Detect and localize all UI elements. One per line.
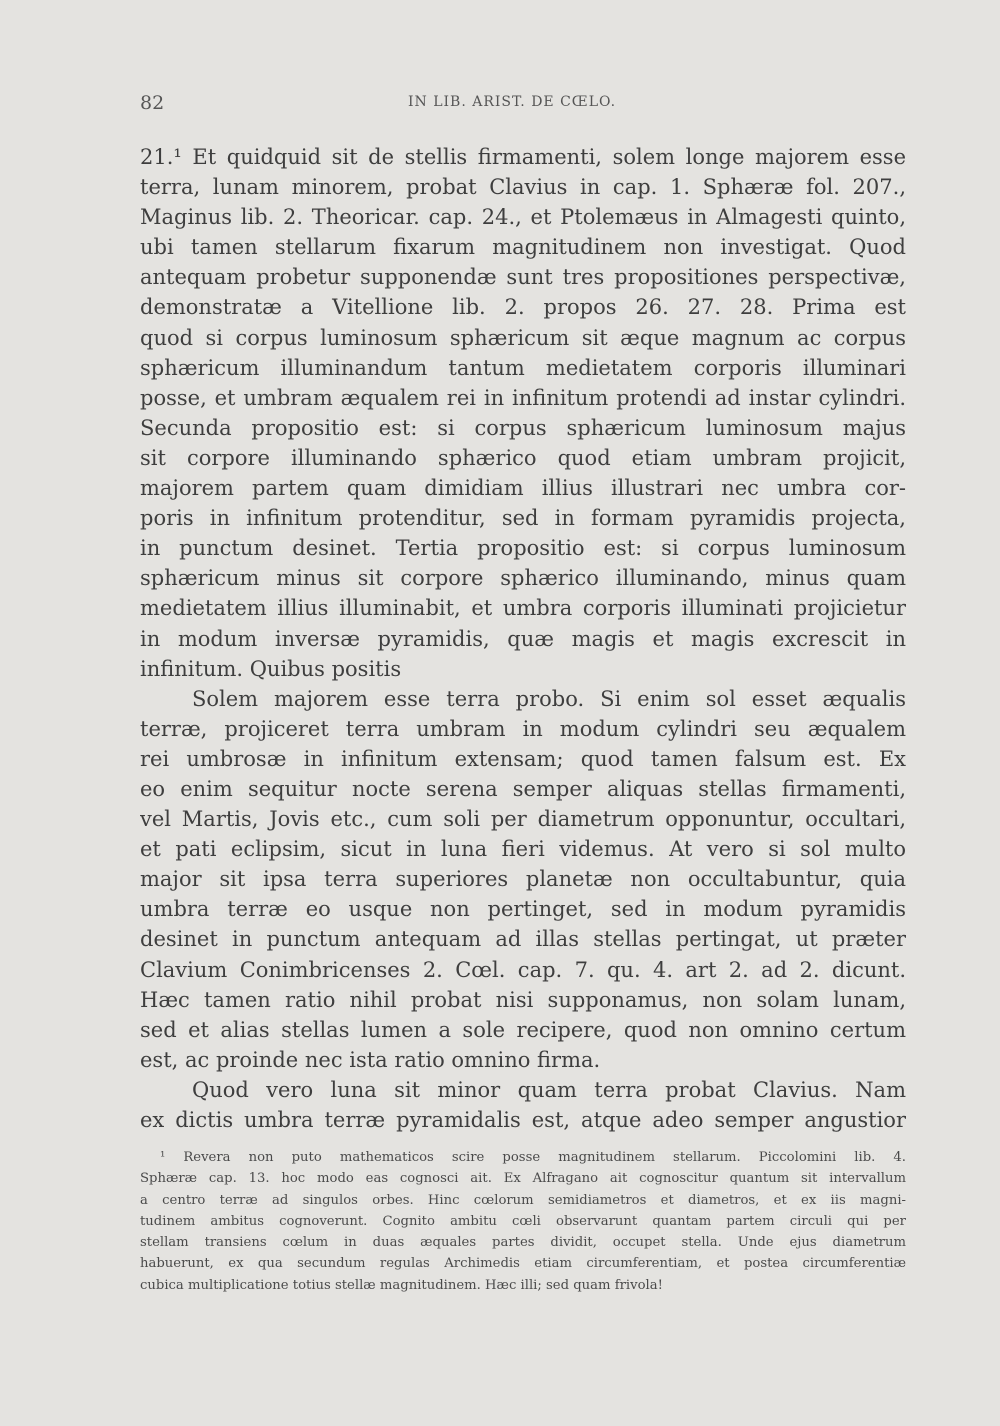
text-line: eo enim sequitur nocte serena semper aliquas stellas firmamenti,	[140, 776, 906, 801]
page-number: 82	[140, 92, 165, 114]
footnote-line: ¹ Revera non puto mathematicos scire posse magnitudinem stellarum. Piccolomini lib. 4.	[160, 1150, 906, 1165]
page-header	[140, 92, 900, 122]
text-line: et pati eclipsim, sicut in luna fieri videmus. At vero si sol multo	[140, 837, 906, 862]
text-line: medietatem illius illuminabit, et umbra corporis illuminati projicietur	[140, 596, 906, 621]
text-line: in punctum desinet. Tertia propositio est: si corpus luminosum	[140, 536, 906, 561]
footnote-line: a centro terræ ad singulos orbes. Hinc cœlorum semidiametros et diametros, et ex iis magni-	[140, 1192, 906, 1208]
text-line: vel Martis, Jovis etc., cum soli per diametrum opponuntur, occultari,	[140, 807, 906, 832]
text-line: Quod vero luna sit minor quam terra probat Clavius. Nam	[192, 1077, 906, 1102]
running-head: IN LIB. ARIST. DE CŒLO.	[408, 94, 617, 110]
text-line: demonstratæ a Vitellione lib. 2. propos 26. 27. 28. Prima est	[140, 295, 906, 320]
text-line: antequam probetur supponendæ sunt tres propositiones perspectivæ,	[140, 265, 906, 290]
text-line: sphæricum illuminandum tantum medietatem corporis illuminari	[140, 355, 906, 380]
text-line: posse, et umbram æqualem rei in infinitum protendi ad instar cylindri.	[140, 385, 906, 410]
text-line: poris in infinitum protenditur, sed in formam pyramidis projecta,	[140, 506, 906, 531]
text-line: terra, lunam minorem, probat Clavius in cap. 1. Sphæræ fol. 207.,	[140, 175, 906, 200]
text-line: rei umbrosæ in infinitum extensam; quod tamen falsum est. Ex	[140, 746, 906, 771]
text-line: major sit ipsa terra superiores planetæ non occultabuntur, quia	[140, 867, 906, 892]
text-line: sphæricum minus sit corpore sphærico illuminando, minus quam	[140, 566, 906, 591]
text-line: quod si corpus luminosum sphæricum sit æque magnum ac corpus	[140, 325, 906, 350]
text-line: sed et alias stellas lumen a sole recipere, quod non omnino certum	[140, 1017, 906, 1042]
text-line: Hæc tamen ratio nihil probat nisi supponamus, non solam lunam,	[140, 987, 906, 1012]
footnote-line: habuerunt, ex qua secundum regulas Archimedis etiam circumferentiam, et postea circumferentiæ	[140, 1256, 906, 1272]
text-line: in modum inversæ pyramidis, quæ magis et magis excrescit in	[140, 626, 906, 651]
text-line: 21.¹ Et quidquid sit de stellis firmamenti, solem longe majorem esse	[140, 145, 906, 169]
text-line: terræ, projiceret terra umbram in modum cylindri seu æqualem	[140, 716, 906, 741]
footnote-line: stellam transiens cœlum in duas æquales partes dividit, occupet stella. Unde ejus diametrum	[140, 1235, 906, 1251]
footnote-line: cubica multiplicatione totius stellæ magnitudinem. Hæc illi; sed quam frivola!	[140, 1277, 663, 1293]
text-line: ex dictis umbra terræ pyramidalis est, atque adeo semper angustior	[140, 1108, 906, 1132]
text-line: majorem partem quam dimidiam illius illustrari nec umbra cor-	[140, 476, 906, 501]
text-line: desinet in punctum antequam ad illas stellas pertingat, ut præter	[140, 927, 906, 952]
text-line: Maginus lib. 2. Theoricar. cap. 24., et Ptolemæus in Almagesti quinto,	[140, 205, 906, 230]
footnote	[140, 1147, 906, 1296]
text-line: ubi tamen stellarum fixarum magnitudinem non investigat. Quod	[140, 235, 906, 260]
text-line: Solem majorem esse terra probo. Si enim sol esset æqualis	[192, 686, 906, 711]
main-text	[140, 142, 906, 1135]
text-line: Clavium Conimbricenses 2. Cœl. cap. 7. qu. 4. art 2. ad 2. dicunt.	[140, 957, 906, 982]
text-line: sit corpore illuminando sphærico quod etiam umbram projicit,	[140, 445, 906, 470]
text-line: umbra terræ eo usque non pertinget, sed in modum pyramidis	[140, 897, 906, 922]
text-line: Secunda propositio est: si corpus sphæricum luminosum majus	[140, 415, 906, 440]
footnote-line: Sphæræ cap. 13. hoc modo eas cognosci ait. Ex Alfragano ait cognoscitur quantum sit intervallum	[140, 1171, 906, 1187]
footnote-line: tudinem ambitus cognoverunt. Cognito ambitu cœli observarunt quantam partem circuli qui per	[140, 1213, 906, 1229]
text-line: est, ac proinde nec ista ratio omnino firma.	[140, 1047, 601, 1072]
text-line: infinitum. Quibus positis	[140, 656, 402, 681]
